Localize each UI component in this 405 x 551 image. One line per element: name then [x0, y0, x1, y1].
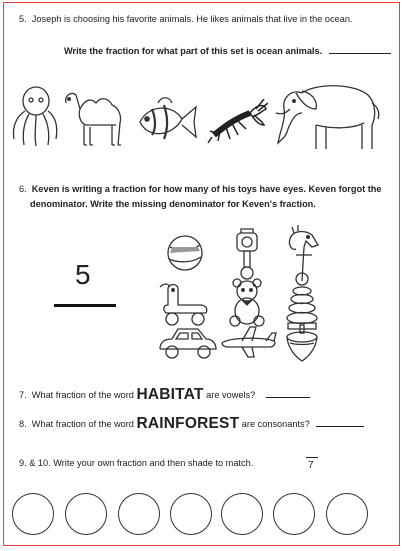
- q5-line1: [19, 14, 353, 25]
- fraction-bar-small: [306, 457, 318, 458]
- q7-word: HABITAT: [136, 386, 204, 403]
- q8-suffix: are consonants?: [241, 419, 310, 429]
- fish-icon: [134, 95, 198, 149]
- fraction-bar: [54, 304, 116, 307]
- q910-denominator: 7: [308, 460, 314, 471]
- shade-circle[interactable]: [118, 493, 160, 535]
- worksheet-page: [3, 2, 400, 546]
- car-icon: [156, 325, 218, 361]
- q7-answer-blank[interactable]: [266, 388, 310, 398]
- shade-circle[interactable]: [65, 493, 107, 535]
- q6-line2: denominator. Write the missing denominator for Keven's fraction.: [30, 199, 316, 209]
- q5-answer-blank[interactable]: [329, 44, 391, 54]
- pull-toy-icon: [158, 279, 212, 329]
- shade-circle[interactable]: [170, 493, 212, 535]
- q910-label: 9. & 10. Write your own fraction and then shade to match.: [19, 458, 254, 468]
- shade-circle[interactable]: [221, 493, 263, 535]
- q6-line1: [19, 184, 382, 195]
- q5-line2: [64, 44, 391, 57]
- ball-icon: [164, 231, 206, 275]
- q6-number: 6.: [19, 184, 27, 194]
- numerator-answer-space[interactable]: [306, 444, 318, 456]
- spinning-top-icon: [284, 323, 320, 363]
- q8-number: 8.: [19, 419, 27, 429]
- q6-text: Keven is writing a fraction for how many of his toys have eyes. Keven forgot the: [31, 184, 382, 194]
- q8-answer-blank[interactable]: [316, 417, 364, 427]
- lobster-icon: [206, 99, 268, 145]
- octopus-icon: [8, 83, 60, 149]
- q7-prefix: What fraction of the word: [31, 390, 134, 400]
- q7-number: 7.: [19, 390, 27, 400]
- q5-text: Joseph is choosing his favorite animals. He likes animals that live in the ocean.: [31, 14, 353, 24]
- camel-icon: [60, 85, 130, 151]
- airplane-icon: [220, 325, 278, 359]
- shade-circle[interactable]: [12, 493, 54, 535]
- q8-prefix: What fraction of the word: [31, 419, 134, 429]
- q5-number: 5.: [19, 14, 27, 24]
- q8-word: RAINFOREST: [136, 415, 240, 432]
- fraction-numerator: 5: [75, 259, 91, 290]
- teddy-bear-icon: [224, 277, 270, 329]
- rattle-icon: [232, 227, 262, 281]
- shade-circle[interactable]: [273, 493, 315, 535]
- q8-line: [19, 417, 364, 430]
- stacking-toy-icon: [284, 271, 320, 331]
- q5-instruction: Write the fraction for what part of this set is ocean animals.: [64, 46, 323, 56]
- q7-suffix: are vowels?: [206, 390, 256, 400]
- shade-circle[interactable]: [326, 493, 368, 535]
- denominator-answer-space[interactable]: [62, 313, 108, 339]
- q7-line: [19, 388, 310, 401]
- elephant-icon: [272, 79, 384, 153]
